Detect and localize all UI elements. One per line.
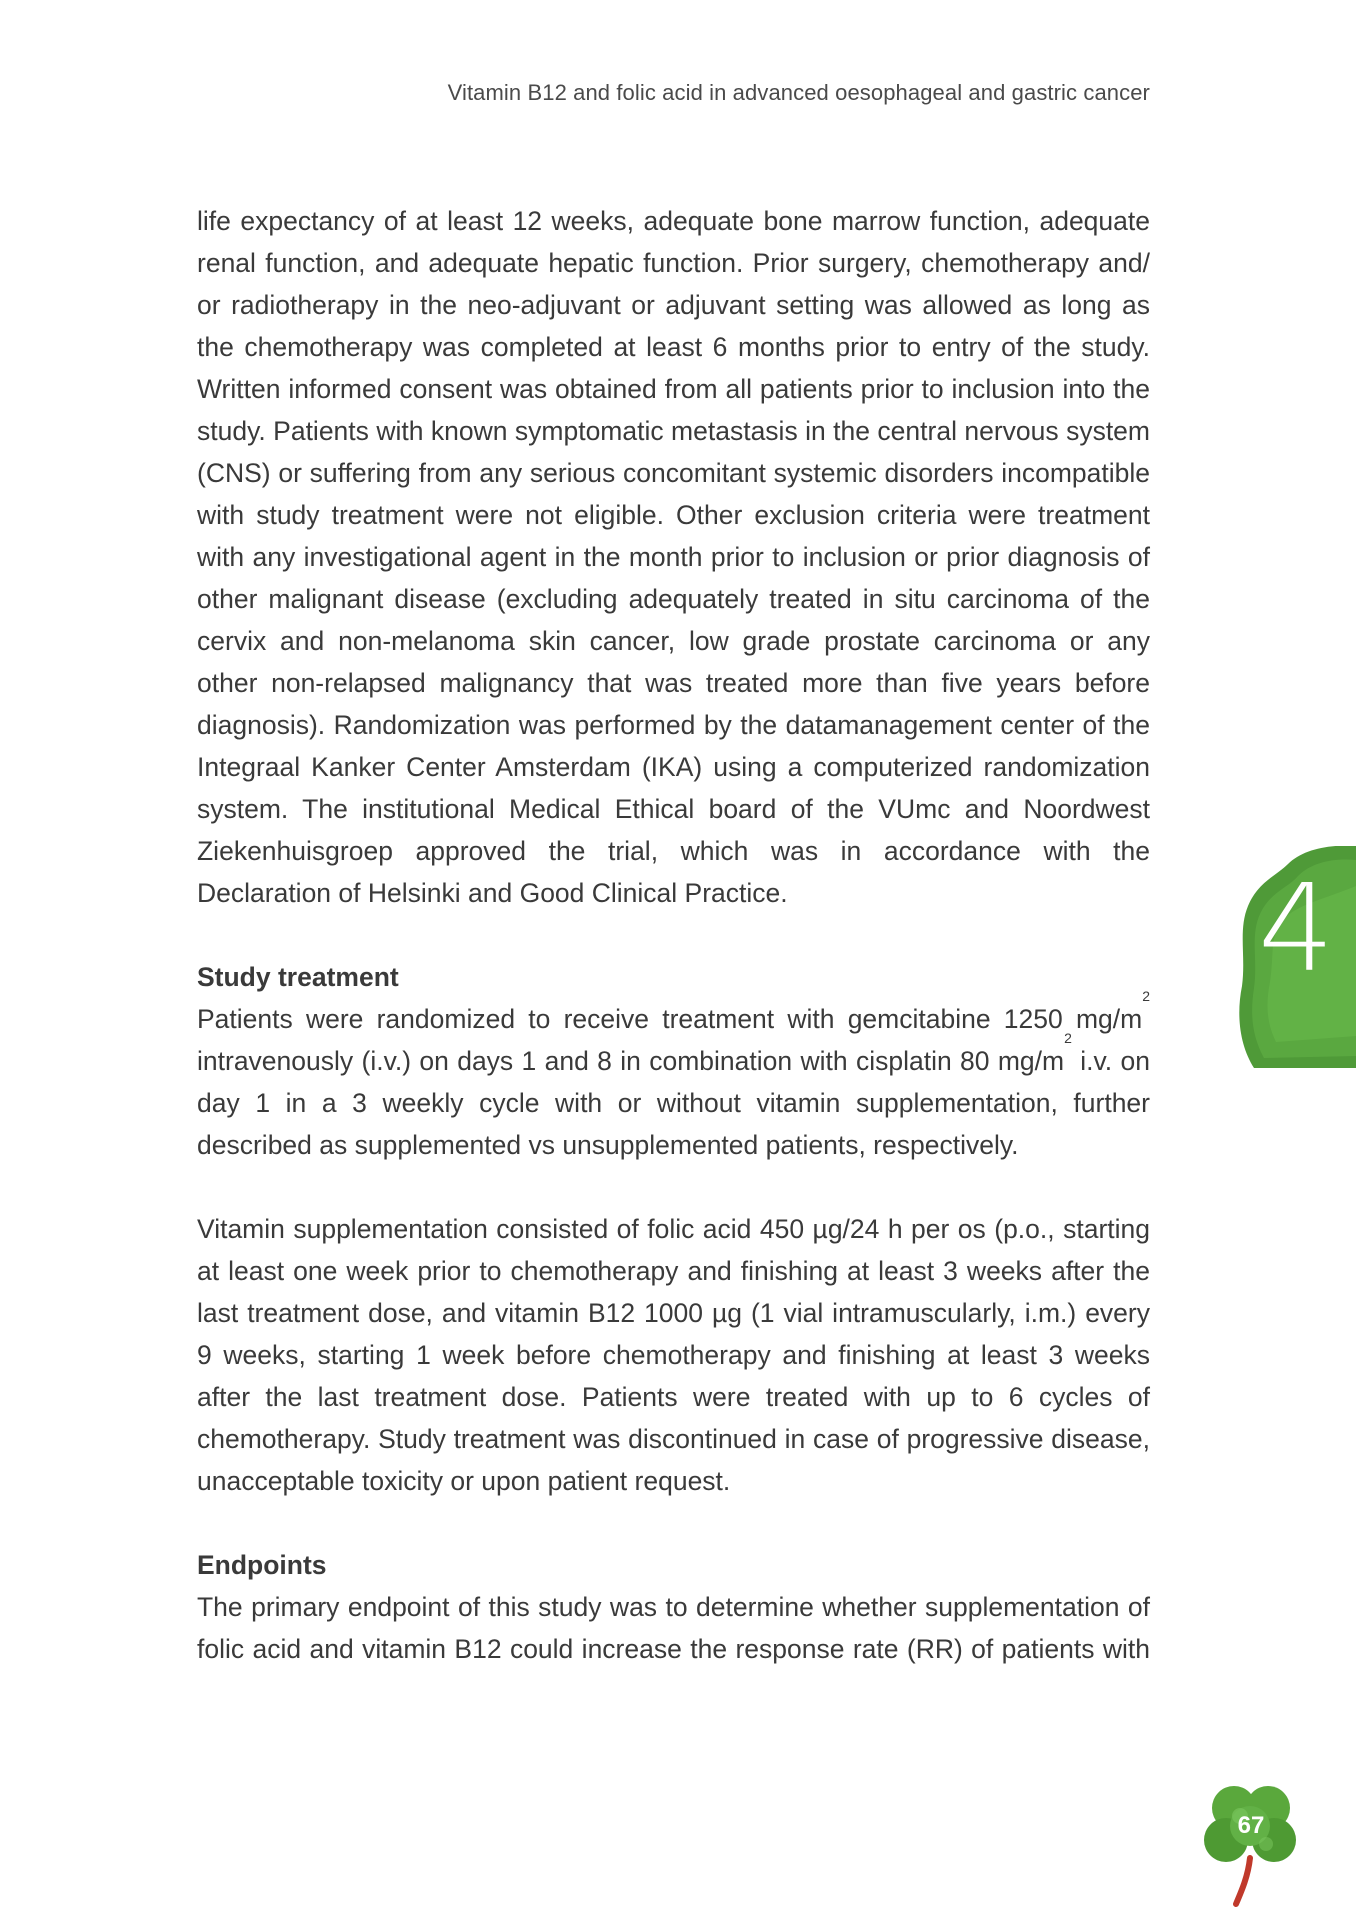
paragraph-endpoints: The primary endpoint of this study was to determine whether supplementation of folic acid and vitamin B12 could increase the response rate (RR) of patients with xyxy=(197,1592,1150,1664)
superscript: 2 xyxy=(1142,988,1150,1004)
chapter-tab xyxy=(1236,846,1356,1068)
paragraph-gap xyxy=(197,1502,1150,1544)
text-segment: intravenously (i.v.) on days 1 and 8 in combination with cisplatin 80 mg/m xyxy=(197,1046,1065,1076)
body-text xyxy=(197,200,1150,1670)
text-segment: i.v. on day 1 in a 3 weekly cycle with or without vitamin supplementation, further described as supplemented vs unsupplemented patients, respectively. xyxy=(197,1046,1150,1160)
heading-endpoints: Endpoints xyxy=(197,1550,327,1580)
chapter-number: 4 xyxy=(1258,860,1335,999)
clover-icon xyxy=(1196,1780,1306,1910)
heading-study-treatment: Study treatment xyxy=(197,962,399,992)
paragraph-study-treatment xyxy=(197,988,1150,1166)
page-number-clover xyxy=(1196,1780,1306,1910)
running-header: Vitamin B12 and folic acid in advanced oesophageal and gastric cancer xyxy=(447,80,1150,105)
paragraph-gap xyxy=(197,1166,1150,1208)
paragraph-gap xyxy=(197,914,1150,956)
paragraph-eligibility: life expectancy of at least 12 weeks, adequate bone marrow function, adequate renal function, and adequate hepatic function. Prior surgery, chemotherapy and/ or radiotherapy in the neo-adjuvant or adjuvant setting was allowed as long as the chemotherapy was completed at least 6 months prior to entry of the study. Written informed consent was obtained from all patients prior to inclusion into the study. Patients with known symptomatic metastasis in the central nervous system (CNS) or suffering from any serious concomitant systemic disorders incompatible with study treatment were not eligible. Other exclusion criteria were treatment with any investigational agent in the month prior to inclusion or prior diagnosis of other malignant disease (excluding adequately treated in situ carcinoma of the cervix and non-melanoma skin cancer, low grade prostate carcinoma or any other non-relapsed malignancy that was treated more than five years before diagnosis). Randomization was performed by the datamanagement center of the Integraal Kanker Center Amsterdam (IKA) using a computerized randomization system. The institutional Medical Ethical board of the VUmc and Noordwest Ziekenhuisgroep approved the trial, which was in accordance with the Declaration of Helsinki and Good Clinical Practice. xyxy=(197,206,1150,908)
text-segment: Patients were randomized to receive treatment with gemcitabine 1250 mg/m xyxy=(197,1004,1143,1034)
superscript: 2 xyxy=(1064,1030,1072,1046)
page-number: 67 xyxy=(1237,1812,1265,1839)
paragraph-vitamin-supplementation: Vitamin supplementation consisted of folic acid 450 µg/24 h per os (p.o., starting at least one week prior to chemotherapy and finishing at least 3 weeks after the last treatment dose, and vitamin B12 1000 µg (1 vial intramuscularly, i.m.) every 9 weeks, starting 1 week before chemotherapy and finishing at least 3 weeks after the last treatment dose. Patients were treated with up to 6 cycles of chemotherapy. Study treatment was discontinued in case of progressive disease, unacceptable toxicity or upon patient request. xyxy=(197,1214,1150,1496)
